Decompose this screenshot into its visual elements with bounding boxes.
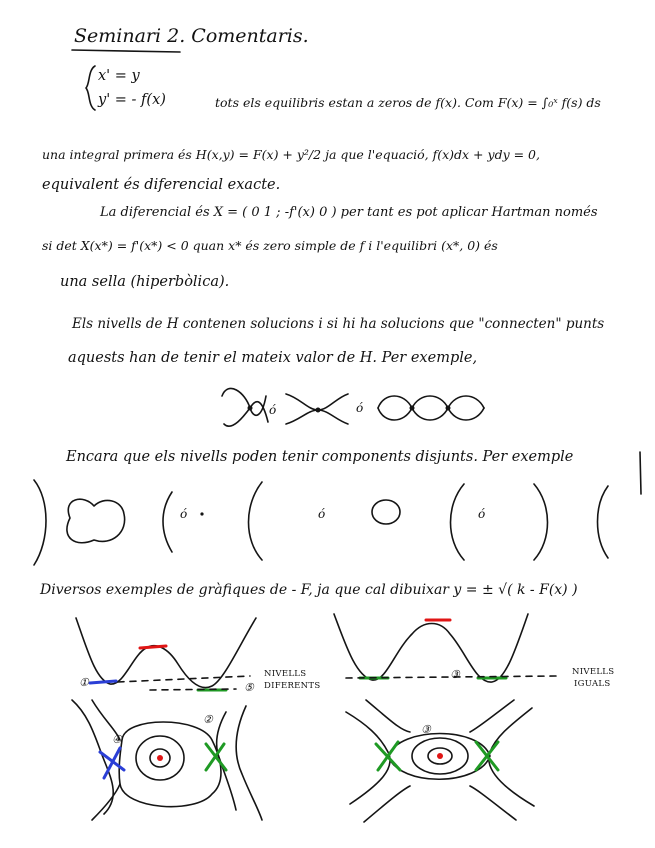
or-label-3: ó <box>180 507 188 521</box>
system-eq-1: x' = y <box>98 68 140 84</box>
page-title: Seminari 2. Comentaris. <box>74 25 309 47</box>
phase-portrait-left <box>72 700 262 820</box>
disjoint-paren-1 <box>163 492 172 552</box>
or-label-2: ó <box>356 401 364 415</box>
disjoint-oval <box>372 500 400 524</box>
text-line-10: Diversos exemples de gràfiques de - F, ja que cal dibuixar y = ± √( k - F(x) ) <box>40 582 578 598</box>
curve-label-5: ⑤ <box>244 681 254 694</box>
or-label-4: ó <box>318 507 326 521</box>
curve-label-1: ① <box>79 676 89 689</box>
text-line-8: aquests han de tenir el mateix valor de H. Per exemple, <box>68 350 478 366</box>
levels-different-2: DIFERENTS <box>264 681 321 691</box>
text-line-3: equivalent és diferencial exacte. <box>42 177 281 193</box>
graph-left <box>76 618 256 690</box>
graph-right <box>334 614 556 682</box>
text-line-6: una sella (hiperbòlica). <box>60 274 230 290</box>
title-underline <box>72 50 180 52</box>
text-line-4: La diferencial és X = ( 0 1 ; -f'(x) 0 ) per tant es pot aplicar Hartman només <box>100 205 598 220</box>
separatrix-example-3 <box>378 396 484 420</box>
text-line-9: Encara que els nivells poden tenir components disjunts. Per exemple <box>66 449 574 465</box>
separatrix-example-1 <box>222 388 268 426</box>
disjoint-paren-3 <box>451 484 465 560</box>
disjoint-blob <box>67 499 125 543</box>
system-brace <box>86 66 95 110</box>
disjoint-bar <box>640 452 641 494</box>
system-eq-2: y' = - f(x) <box>98 92 166 108</box>
disjoint-left-arc <box>34 480 46 565</box>
levels-different-1: NIVELLS <box>264 669 307 679</box>
curve-label-3a: ③ <box>450 668 460 681</box>
text-line-5: si det X(x*) = f'(x*) < 0 quan x* és zero simple de f i l'equilibri (x*, 0) és <box>42 238 498 253</box>
or-label-1: ó <box>269 403 277 417</box>
or-label-5: ó <box>478 507 486 521</box>
levels-equal-2: IGUALS <box>574 679 611 689</box>
disjoint-paren-4 <box>534 484 548 560</box>
levels-equal-1: NIVELLS <box>572 667 615 677</box>
text-line-7: Els nivells de H contenen solucions i si hi ha solucions que "connecten" punts <box>72 316 605 332</box>
disjoint-paren-5 <box>598 486 609 558</box>
text-line-1: tots els equilibris estan a zeros de f(x). Com F(x) = ∫₀ˣ f(s) ds <box>215 95 601 110</box>
text-line-2: una integral primera és H(x,y) = F(x) + y²/2 ja que l'equació, f(x)dx + ydy = 0, <box>42 147 540 162</box>
curve-label-4: ④ <box>112 733 122 746</box>
curve-label-2: ② <box>203 713 213 726</box>
phase-portrait-right <box>346 700 534 822</box>
disjoint-paren-2 <box>249 482 263 560</box>
curve-label-3b: ③ <box>421 723 431 736</box>
